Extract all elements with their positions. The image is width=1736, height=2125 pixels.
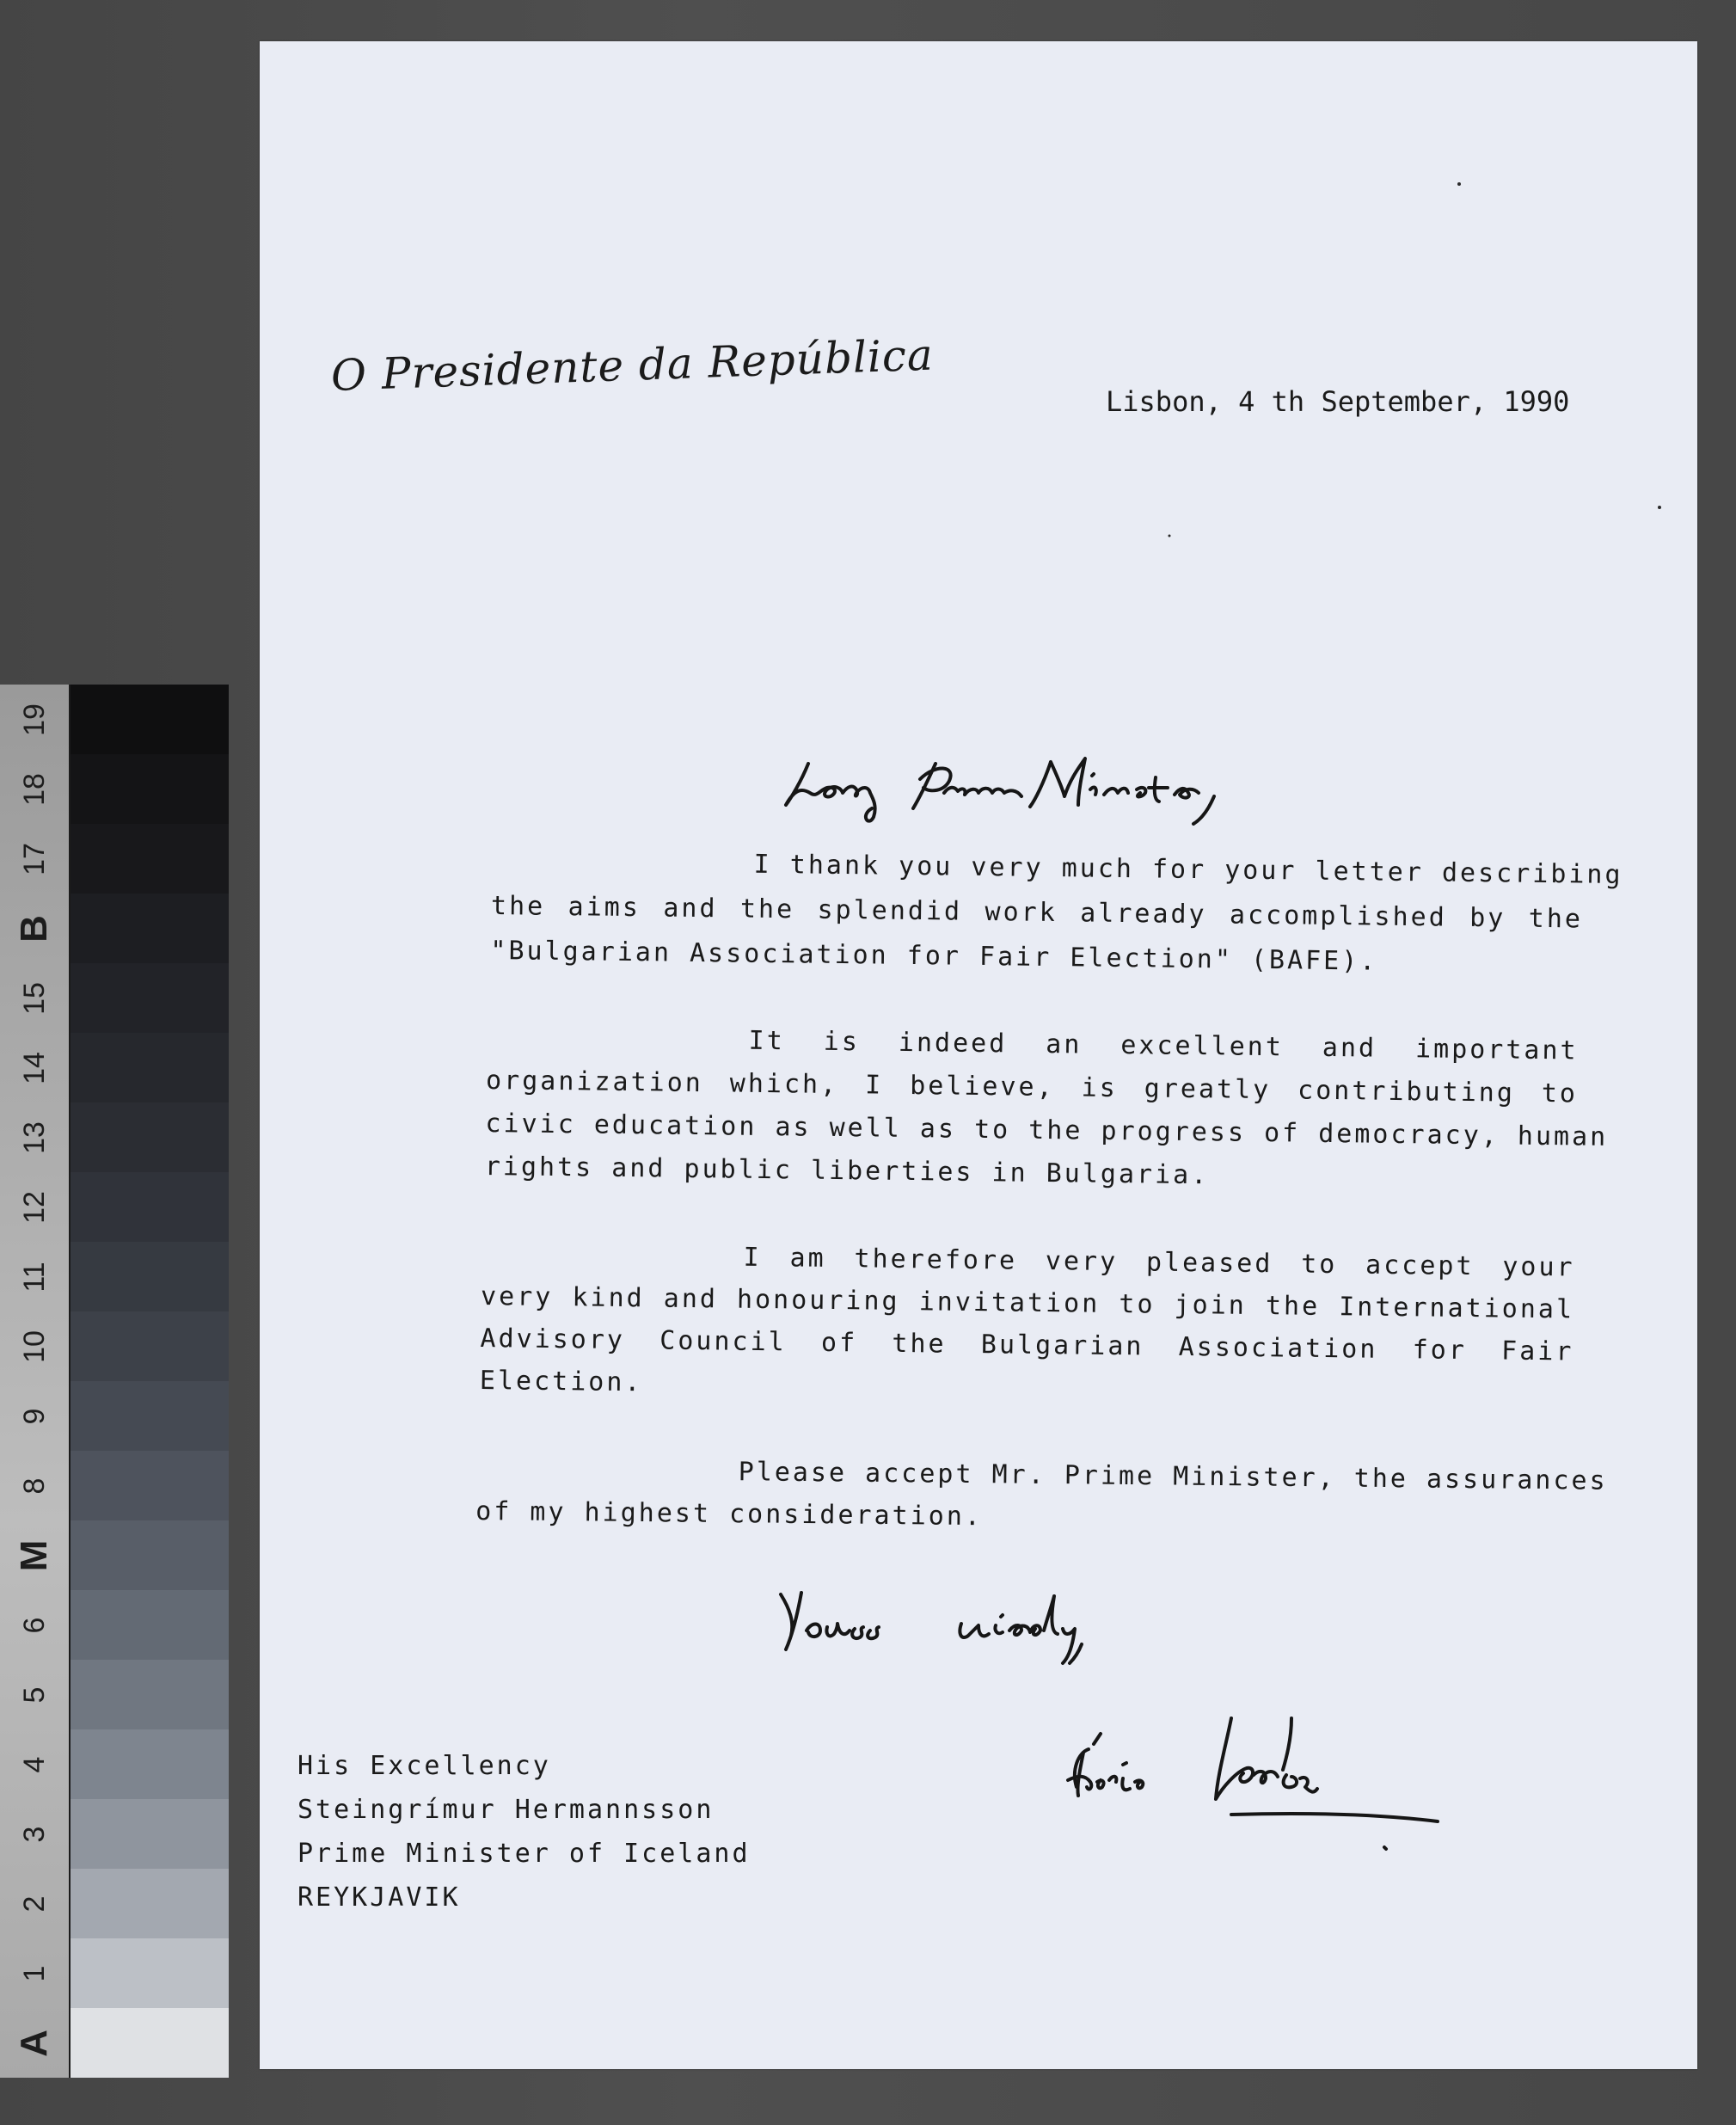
addressee-block [298,1744,751,1919]
scale-label: 18 [18,772,51,806]
grey-patches [71,685,229,2078]
paragraph-line: It is indeed an excellent and important [748,1025,1579,1066]
grey-patch [71,824,229,894]
paragraph-line: Election. [479,1365,643,1398]
scale-label: M [13,1539,55,1571]
grey-patch [71,685,229,754]
grey-patch [71,1451,229,1520]
paragraph-line: "Bulgarian Association for Fair Election" (BAFE). [490,935,1378,977]
grey-patch [71,1311,229,1381]
letter-date: Lisbon, 4 th September, 1990 [1106,385,1570,418]
scale-label: 17 [18,842,51,875]
scale-number-strip [0,685,69,2078]
grey-patch [71,894,229,963]
scale-label: 4 [18,1756,51,1772]
paragraph-1 [490,839,1623,987]
scale-label: 8 [18,1477,51,1494]
scale-label: 5 [18,1686,51,1703]
scale-label: 6 [18,1617,51,1633]
handwritten-closing [764,1574,1477,1677]
paragraph-line: rights and public liberties in Bulgaria. [484,1151,1210,1191]
addressee-line: REYKJAVIK [298,1882,461,1913]
letterhead: O Presidente da República [330,329,935,401]
grey-patch [71,1799,229,1869]
scale-label: 19 [18,703,51,736]
scale-label: 3 [18,1826,51,1842]
grey-patch [71,1242,229,1311]
handwritten-salutation [767,703,1481,832]
scale-label: 9 [18,1408,51,1424]
addressee-line: His Excellency [298,1751,551,1781]
paragraph-line: I am therefore very pleased to accept your [743,1242,1575,1283]
grey-patch [71,1172,229,1242]
paragraph-line: the aims and the splendid work already accomplished by the [490,890,1584,935]
scale-label: B [13,914,55,943]
scale-label: 13 [18,1121,51,1154]
scale-label: 14 [18,1051,51,1084]
paragraph-line: Advisory Council of the Bulgarian Association for Fair [480,1323,1574,1367]
paragraph-line: very kind and honouring invitation to join the International [480,1281,1575,1325]
grey-patch [71,1590,229,1660]
letter-page [260,41,1697,2069]
grey-patch [71,1033,229,1102]
scale-label: 15 [18,981,51,1015]
grey-patch [71,1938,229,2008]
grey-scale-card [0,685,229,2078]
paragraph-4 [475,1448,1608,1544]
paragraph-2 [484,1016,1609,1202]
addressee-line: Steingrímur Hermannsson [298,1795,715,1825]
grey-patch [71,963,229,1033]
paragraph-line: civic education as well as to the progress of democracy, human [485,1108,1609,1152]
grey-patch [71,1102,229,1172]
paragraph-line: organization which, I believe, is greatly contributing to [485,1065,1579,1109]
scale-label: 2 [18,1895,51,1912]
paragraph-line: Please accept Mr. Prime Minister, the assurances [738,1457,1608,1496]
scale-label: 11 [18,1261,51,1293]
scale-label: 1 [18,1965,51,1981]
scale-label: A [13,2029,55,2057]
grey-patch [71,1869,229,1938]
grey-patch [71,1381,229,1451]
paragraph-3 [480,1233,1575,1416]
grey-patch [71,1729,229,1799]
paragraph-line: I thank you very much for your letter describing [753,849,1623,891]
addressee-line: Prime Minister of Iceland [298,1839,751,1869]
grey-patch [71,2008,229,2078]
paragraph-line: of my highest consideration. [475,1495,984,1532]
scale-label: 12 [18,1190,51,1224]
grey-patch [71,1660,229,1729]
grey-patch [71,754,229,824]
handwritten-signature [1034,1692,1653,1882]
grey-patch [71,1520,229,1590]
scale-label: 10 [18,1330,51,1363]
